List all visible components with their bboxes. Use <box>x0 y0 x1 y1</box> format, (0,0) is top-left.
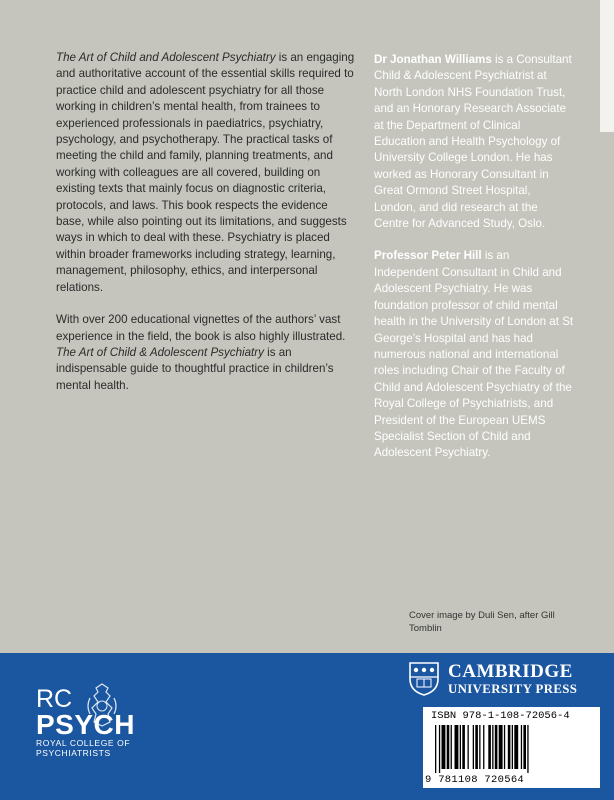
barcode-bar <box>508 725 511 769</box>
author-bio-williams <box>374 52 574 232</box>
author-name: Dr Jonathan Williams <box>374 53 492 66</box>
barcode-bar <box>504 725 505 769</box>
barcode-bar <box>512 725 513 769</box>
barcode-bar <box>492 725 493 769</box>
author-bio-hill <box>374 248 574 461</box>
barcode-bar <box>495 725 498 769</box>
barcode-bar <box>523 725 526 769</box>
barcode-bar <box>460 725 461 769</box>
cambridge-press: UNIVERSITY PRESS <box>448 682 578 696</box>
rcpsych-logo <box>36 687 135 758</box>
barcode-bar <box>462 725 465 769</box>
rcpsych-logo-line3: ROYAL COLLEGE OF <box>36 738 131 748</box>
barcode-bar <box>447 725 450 769</box>
author-name: Professor Peter Hill <box>374 249 482 263</box>
description-column <box>56 50 356 410</box>
rcpsych-logo-line4: PSYCHIATRISTS <box>36 748 111 758</box>
book-title-italic: The Art of Child and Adolescent Psychiatry <box>56 51 276 64</box>
cover-image-credit: Cover image by Duli Sen, after Gill Tomblin <box>409 610 555 634</box>
rcpsych-logo-rc: RC <box>36 685 73 713</box>
barcode-bar <box>451 725 452 769</box>
barcode-bar <box>521 725 522 769</box>
barcode-bar <box>483 725 484 769</box>
barcode-bar <box>499 725 503 769</box>
barcode-bar <box>514 725 518 769</box>
isbn-text: ISBN 978-1-108-72056-4 <box>431 710 570 722</box>
barcode-bar <box>435 725 436 773</box>
barcode-bar <box>442 725 446 769</box>
book-title-italic: The Art of Child & Adolescent Psychiatry <box>56 345 264 359</box>
barcode-digits: 9 781108 720564 <box>425 774 525 786</box>
rcpsych-logo-psych: PSYCH <box>36 709 135 740</box>
barcode-bar <box>488 725 491 769</box>
isbn-barcode <box>423 707 600 788</box>
description-paragraph-1 <box>56 50 356 296</box>
barcode-bar <box>468 725 469 769</box>
barcode-bar <box>527 725 528 773</box>
cambridge-name: CAMBRIDGE <box>448 661 573 682</box>
author-bio-text: is a Consultant Child & Adolescent Psychiatrist at North London NHS Foundation Trust, and an Honorary Research Associate at the Department of Clinical Education and Health Psychology of University College London. He has worked as Honorary Consultant in Great Ormond Street Hospital, London, and did research at the Centre for Advanced Study, Oslo. <box>374 53 572 231</box>
description-text: is an indispensable guide to thoughtful practice in children’s mental health. <box>56 345 334 392</box>
cambridge-shield-icon <box>408 661 440 697</box>
barcode-bar <box>479 725 480 769</box>
barcode-bar <box>475 725 478 769</box>
barcode-bar <box>473 725 474 769</box>
barcode-bars <box>435 725 593 773</box>
barcode-bar <box>455 725 459 769</box>
description-text: is an engaging and authoritative account of the essential skills required to practice child and adolescent psychiatry for all those working in children’s mental health, from trainees to experienced professionals in paediatrics, psychiatry, psychology, and psychotherapy. The practical tasks of meeting the child and family, planning treatments, and working with colleagues are all covered, building on existing texts that mainly focus on diagnostic criteria, protocols, and laws. This book respects the evidence base, while also pointing out its limitations, and suggests ways in which to deal with these. Psychiatry is placed within broader frameworks including strategy, learning, management, philosophy, ethics, and interpersonal relations. <box>56 51 355 294</box>
barcode-bar <box>439 725 440 773</box>
authors-column <box>374 52 574 478</box>
author-bio-text: is an Independent Consultant in Child and Adolescent Psychiatry. He was foundation professor of child mental health in the University of London at St George’s Hospital and has had numerous national and international roles including Chair of the Faculty of Child and Adolescent Psychiatry of the Royal College of Psychiatrists, and President of the European UEMS Specialist Section of Child and Adolescent Psychiatry. <box>374 249 574 460</box>
description-text: With over 200 educational vignettes of the authors’ vast experience in the field, the book is also highly illustrated. <box>56 313 346 343</box>
description-paragraph-2 <box>56 312 356 394</box>
cover-edge-tab <box>600 0 614 132</box>
